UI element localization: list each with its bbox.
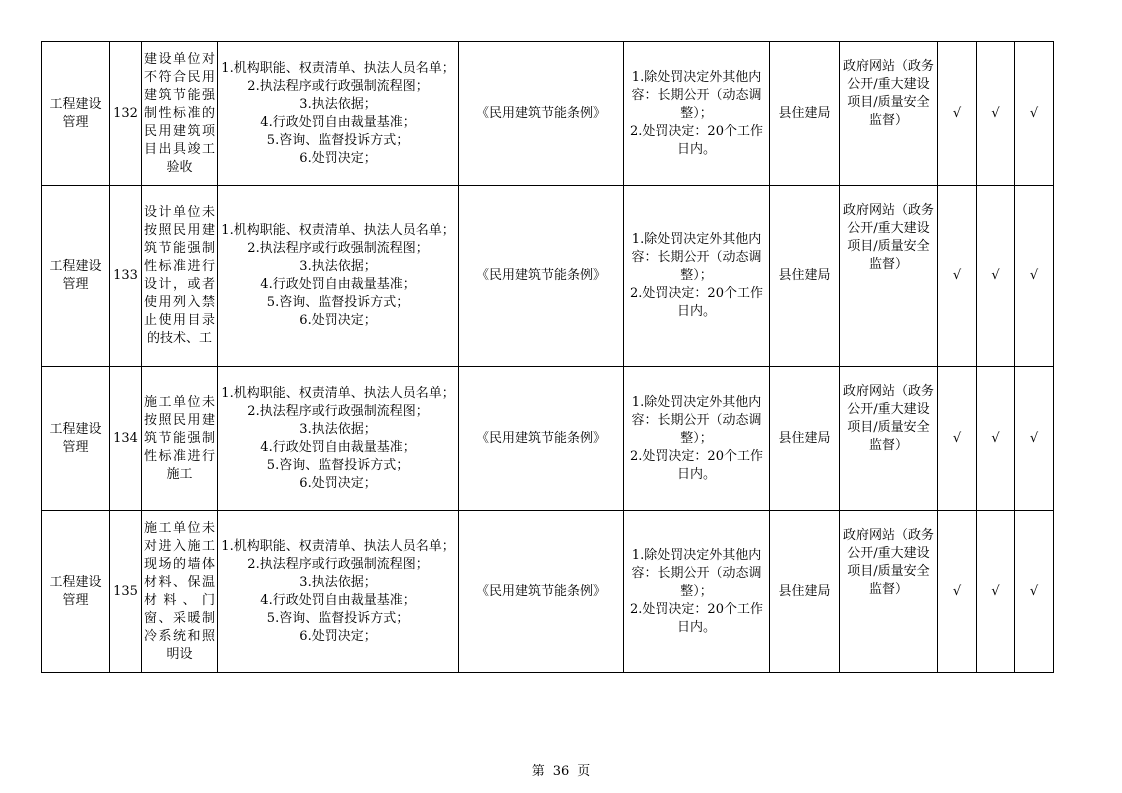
content-cell	[218, 511, 459, 673]
check-mark: √	[952, 430, 962, 446]
check-cell-2	[977, 367, 1015, 511]
channel-cell	[840, 367, 938, 511]
content-cell	[218, 186, 459, 367]
table-row	[42, 42, 1054, 186]
check-cell-1	[938, 367, 977, 511]
check-cell-1	[938, 42, 977, 186]
check-mark: √	[1029, 105, 1039, 121]
content-line: 3.执法依据；	[299, 574, 377, 590]
content-line: 4.行政处罚自由裁量基准；	[260, 114, 416, 130]
basis-cell	[459, 367, 624, 511]
basis-cell	[459, 186, 624, 367]
category-cell	[42, 42, 110, 186]
content-line: 6.处罚决定；	[299, 628, 377, 644]
check-cell-3	[1015, 511, 1054, 673]
check-cell-1	[938, 186, 977, 367]
matter-cell	[142, 186, 218, 367]
check-cell-3	[1015, 186, 1054, 367]
check-mark: √	[991, 268, 1000, 283]
subject-text: 县住建局	[778, 105, 831, 121]
time-cell	[624, 42, 770, 186]
matter-text: 设计单位未按照民用建筑节能强制性标准进行设计，或者使用列入禁止使用目录的技术、工	[144, 205, 215, 346]
content-line: 4.行政处罚自由裁量基准；	[260, 592, 416, 608]
category-text: 工程建设管理	[49, 574, 102, 608]
channel-cell	[840, 511, 938, 673]
basis-text: 《民用建筑节能条例》	[475, 268, 606, 283]
content-line: 1.机构职能、权责清单、执法人员名单；	[221, 538, 455, 554]
content-line: 1.机构职能、权责清单、执法人员名单；	[221, 385, 455, 401]
content-cell	[218, 42, 459, 186]
channel-cell	[840, 186, 938, 367]
content-line: 5.咨询、监督投诉方式；	[266, 610, 410, 626]
subject-text: 县住建局	[778, 268, 831, 283]
check-mark: √	[952, 583, 962, 599]
time-line: 1.除处罚决定外其他内容：长期公开（动态调整）；	[631, 69, 762, 121]
matter-text: 施工单位未对进入施工现场的墙体材料、保温材料、门窗、采暖制冷系统和照明设	[144, 520, 215, 662]
channel-text: 政府网站（政务公开/重大建设项目/质量安全监督）	[842, 203, 934, 272]
category-text: 工程建设管理	[49, 259, 102, 292]
basis-cell	[459, 42, 624, 186]
content-line: 4.行政处罚自由裁量基准；	[260, 439, 416, 455]
check-cell-1	[938, 511, 977, 673]
number-cell	[110, 367, 142, 511]
check-cell-3	[1015, 42, 1054, 186]
subject-cell	[770, 367, 840, 511]
time-cell	[624, 367, 770, 511]
footer-suffix: 页	[577, 764, 591, 779]
subject-cell	[770, 42, 840, 186]
channel-cell	[840, 42, 938, 186]
table-row	[42, 367, 1054, 511]
time-line: 1.除处罚决定外其他内容：长期公开（动态调整）；	[631, 394, 762, 446]
channel-text: 政府网站（政务公开/重大建设项目/质量安全监督）	[842, 59, 934, 128]
basis-text: 《民用建筑节能条例》	[475, 105, 606, 121]
content-line: 2.执法程序或行政强制流程图；	[247, 403, 429, 419]
category-cell	[42, 186, 110, 367]
item-number: 132	[113, 105, 138, 121]
content-line: 2.执法程序或行政强制流程图；	[247, 78, 429, 94]
table-row	[42, 511, 1054, 673]
category-text: 工程建设管理	[49, 421, 102, 455]
basis-text: 《民用建筑节能条例》	[475, 583, 606, 599]
number-cell	[110, 42, 142, 186]
content-line: 6.处罚决定；	[299, 150, 377, 166]
check-mark: √	[1029, 583, 1039, 599]
subject-text: 县住建局	[778, 430, 831, 446]
content-line: 3.执法依据；	[299, 259, 377, 274]
matter-text: 施工单位未按照民用建筑节能强制性标准进行施工	[144, 394, 215, 482]
category-text: 工程建设管理	[49, 96, 102, 130]
check-mark: √	[991, 430, 1000, 446]
table-row	[42, 186, 1054, 367]
time-line: 1.除处罚决定外其他内容：长期公开（动态调整）；	[631, 232, 762, 283]
matter-cell	[142, 42, 218, 186]
content-line: 4.行政处罚自由裁量基准；	[260, 277, 416, 292]
check-mark: √	[991, 105, 1000, 121]
page-footer	[0, 760, 1122, 779]
content-line: 6.处罚决定；	[299, 475, 377, 491]
item-number: 133	[113, 268, 138, 283]
subject-text: 县住建局	[778, 583, 831, 599]
content-line: 5.咨询、监督投诉方式；	[266, 132, 410, 148]
check-cell-2	[977, 511, 1015, 673]
check-mark: √	[952, 268, 962, 283]
item-number: 134	[113, 430, 138, 446]
channel-text: 政府网站（政务公开/重大建设项目/质量安全监督）	[842, 384, 934, 453]
time-line: 2.处罚决定：20个工作日内。	[630, 123, 763, 157]
check-cell-2	[977, 42, 1015, 186]
disclosure-table	[41, 41, 1054, 673]
time-line: 2.处罚决定：20个工作日内。	[630, 286, 763, 319]
check-cell-3	[1015, 367, 1054, 511]
check-mark: √	[1029, 430, 1039, 446]
content-line: 2.执法程序或行政强制流程图；	[247, 241, 429, 256]
time-cell	[624, 511, 770, 673]
content-line: 5.咨询、监督投诉方式；	[266, 295, 410, 310]
content-cell	[218, 367, 459, 511]
content-line: 2.执法程序或行政强制流程图；	[247, 556, 429, 572]
check-cell-2	[977, 186, 1015, 367]
matter-text: 建设单位对不符合民用建筑节能强制性标准的民用建筑项目出具竣工验收	[144, 51, 215, 175]
number-cell	[110, 511, 142, 673]
matter-cell	[142, 511, 218, 673]
check-mark: √	[991, 583, 1000, 599]
page-number: 36	[552, 764, 570, 779]
content-line: 3.执法依据；	[299, 96, 377, 112]
channel-text: 政府网站（政务公开/重大建设项目/质量安全监督）	[842, 528, 934, 597]
item-number: 135	[113, 583, 138, 599]
subject-cell	[770, 511, 840, 673]
category-cell	[42, 511, 110, 673]
basis-cell	[459, 511, 624, 673]
content-line: 1.机构职能、权责清单、执法人员名单；	[221, 60, 455, 76]
time-line: 1.除处罚决定外其他内容：长期公开（动态调整）；	[631, 547, 762, 599]
time-line: 2.处罚决定：20个工作日内。	[630, 601, 763, 635]
check-mark: √	[1029, 268, 1039, 283]
content-line: 5.咨询、监督投诉方式；	[266, 457, 410, 473]
content-line: 1.机构职能、权责清单、执法人员名单；	[221, 223, 455, 238]
subject-cell	[770, 186, 840, 367]
content-line: 6.处罚决定；	[299, 313, 377, 328]
content-line: 3.执法依据；	[299, 421, 377, 437]
category-cell	[42, 367, 110, 511]
footer-prefix: 第	[531, 764, 545, 779]
number-cell	[110, 186, 142, 367]
matter-cell	[142, 367, 218, 511]
basis-text: 《民用建筑节能条例》	[475, 430, 606, 446]
time-cell	[624, 186, 770, 367]
check-mark: √	[952, 105, 962, 121]
time-line: 2.处罚决定：20个工作日内。	[630, 448, 763, 482]
